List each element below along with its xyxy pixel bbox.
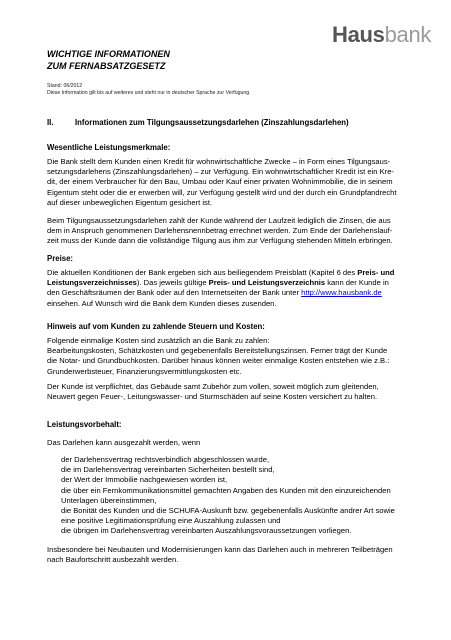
list-item: die Bonität des Kunden und die SCHUFA-Auskunft bzw. gegebenenfalls Auskünfte andrer Art sowie bbox=[61, 506, 395, 516]
vorbehalt-intro: Das Darlehen kann ausgezahlt werden, wenn bbox=[47, 438, 201, 447]
steuern-paragraph-2 bbox=[47, 382, 412, 402]
steuern-paragraph-1 bbox=[47, 336, 412, 377]
vorbehalt-outro bbox=[47, 545, 412, 565]
preise-paragraph bbox=[47, 268, 412, 309]
text-line: Der Kunde ist verpflichtet, das Gebäude samt Zubehör zum vollen, soweit möglich zum gleitenden, bbox=[47, 382, 379, 391]
leistungsvorbehalt-heading: Leistungsvorbehalt: bbox=[47, 420, 122, 429]
vorbehalt-conditions-list bbox=[61, 455, 413, 537]
logo-part-bank: bank bbox=[384, 22, 432, 47]
preise-text-2: ). Das jeweils gültige bbox=[136, 278, 209, 288]
text-line bbox=[47, 288, 412, 298]
list-item: der Wert der Immobilie nachgewiesen worden ist, bbox=[61, 475, 228, 485]
leistungsmerkmale-paragraph-2 bbox=[47, 216, 412, 247]
title-line-2: ZUM FERNABSATZGESETZ bbox=[47, 60, 166, 71]
stand-note: Diese Information gilt bis auf weiteres und steht nur in deutscher Sprache zur Verfügung. bbox=[47, 90, 251, 96]
text-line: Grunderwerbsteuer, Finanzierungsvermittlungskosten etc. bbox=[47, 366, 242, 376]
text-line: Bearbeitungskosten, Schätzkosten und gegebenenfalls Bereitstellungszinsen. Ferner trägt der Kunde bbox=[47, 346, 388, 356]
preise-text-3: den Geschäftsräumen der Bank oder auf den Internetseiten der Bank unter bbox=[47, 288, 302, 298]
list-item: eine positive Legitimationsprüfung eine Auszahlung zulassen und bbox=[61, 516, 281, 526]
text-line: auf dieser unbeweglichen Eigentum gesichert ist. bbox=[47, 197, 213, 207]
text-line: Eigentum steht oder die er erwerben will, zur Verfügung gestellt wird und der durch ein Grundpfandrecht bbox=[47, 187, 397, 197]
list-item: die über ein Fernkommunikationsmittel gemachten Angaben des Kunden mit den einzureichenden bbox=[61, 485, 391, 495]
section-number: II. bbox=[47, 118, 54, 127]
text-line: dit, der einem Verbraucher für den Bau, Umbau oder Kauf einer privaten Wohnimmobilie, die in seinem bbox=[47, 177, 393, 187]
preise-bold-1: Preis- und bbox=[357, 268, 395, 277]
text-line: Insbesondere bei Neubauten und Modernisierungen kann das Darlehen auch in mehreren Teilbeträgen bbox=[47, 545, 393, 554]
hausbank-website-link[interactable]: http://www.hausbank.de bbox=[301, 288, 382, 298]
preise-text-2-end: kann der Kunde in bbox=[325, 278, 389, 288]
text-line: einsehen. Auf Wunsch wird die Bank dem Kunden dieses zusenden. bbox=[47, 298, 277, 308]
text-line: zeit muss der Kunde dann die vollständige Tilgung aus ihm zur Verfügung stehenden Mitteln erbringen. bbox=[47, 236, 393, 246]
hausbank-logo bbox=[332, 22, 431, 48]
section-title: Informationen zum Tilgungsaussetzungsdarlehen (Zinszahlungsdarlehen) bbox=[75, 118, 349, 127]
leistungsmerkmale-heading: Wesentliche Leistungsmerkmale: bbox=[47, 143, 171, 152]
text-line bbox=[47, 278, 412, 288]
steuern-heading: Hinweis auf vom Kunden zu zahlende Steuern und Kosten: bbox=[47, 322, 265, 331]
preise-bold-2: Leistungsverzeichnisses bbox=[47, 278, 137, 288]
stand-date: Stand: 06/2012 bbox=[47, 83, 83, 89]
list-item: die im Darlehensvertrag vereinbarten Sicherheiten bestellt sind, bbox=[61, 465, 275, 475]
list-item: der Darlehensvertrag rechtsverbindlich abgeschlossen wurde, bbox=[61, 455, 270, 464]
preise-heading: Preise: bbox=[47, 254, 74, 263]
text-line: die Notar- und Grundbuchkosten. Darüber hinaus können weiter einmalige Kosten entstehen wie z.B.: bbox=[47, 356, 390, 366]
section-heading bbox=[47, 118, 349, 127]
text-line: Beim Tilgungsaussetzungsdarlehen zahlt der Kunde während der Laufzeit lediglich die Zinsen, die aus bbox=[47, 216, 391, 225]
logo-part-haus: Haus bbox=[332, 22, 385, 47]
preise-bold-3: Preis- und Leistungsverzeichnis bbox=[208, 278, 326, 288]
leistungsmerkmale-paragraph-1 bbox=[47, 157, 412, 208]
text-line: setzungsdarlehens (Zinszahlungsdarlehen) – zur Verfügung. Ein wohnwirtschaftlicher Kredit ist ein Kre- bbox=[47, 167, 394, 177]
stand-info bbox=[47, 83, 251, 97]
preise-text-1: Die aktuellen Konditionen der Bank ergeben sich aus beiliegendem Preisblatt (Kapitel 6 des bbox=[47, 268, 358, 277]
text-line: dem in Anspruch genommenen Darlehensnennbetrag errechnet werden. Zum Ende der Darlehenslauf- bbox=[47, 226, 393, 236]
document-title bbox=[47, 49, 170, 72]
text-line: Folgende einmalige Kosten sind zusätzlich an die Bank zu zahlen: bbox=[47, 336, 270, 345]
list-item: Unterlagen übereinstimmen, bbox=[61, 495, 157, 505]
text-line: nach Baufortschritt ausbezahlt werden. bbox=[47, 555, 179, 565]
list-item: die übrigen im Darlehensvertrag vereinbarten Auszahlungsvoraussetzungen vorliegen. bbox=[61, 526, 352, 536]
title-line-1: WICHTIGE INFORMATIONEN bbox=[47, 49, 170, 59]
text-line: Neuwert gegen Feuer-, Leitungswasser- und Sturmschäden auf seine Kosten versichert zu halten. bbox=[47, 392, 378, 402]
text-line: Die Bank stellt dem Kunden einen Kredit für wohnwirtschaftliche Zwecke – in Form eines Tilgungsaus- bbox=[47, 157, 391, 166]
text-line bbox=[47, 268, 412, 278]
